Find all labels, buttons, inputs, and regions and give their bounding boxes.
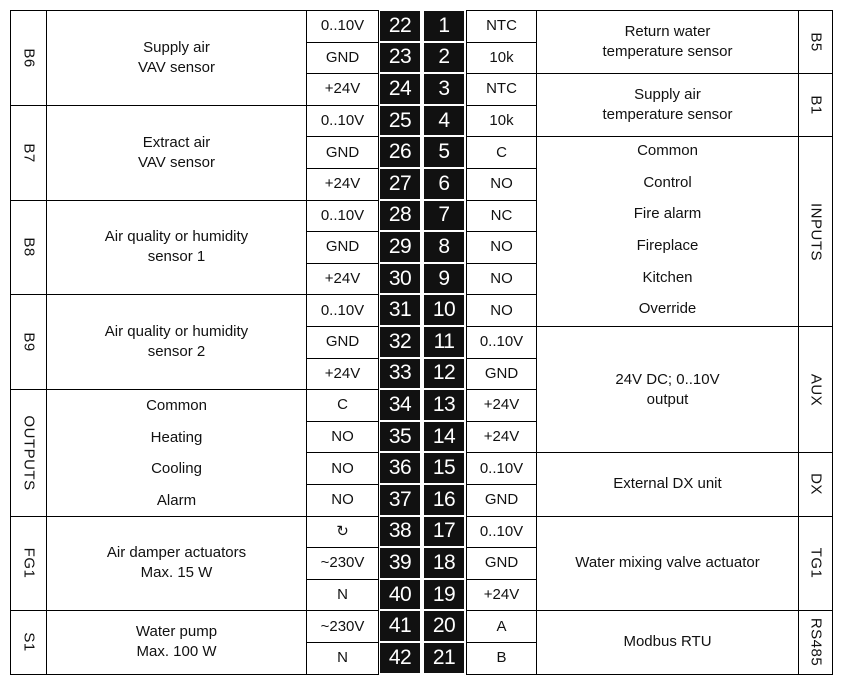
terminal-number: 22 xyxy=(380,10,420,42)
group-sub-item: Fire alarm xyxy=(633,205,702,223)
group-code-label: OUTPUTS xyxy=(20,415,37,491)
terminal-number: 10 xyxy=(424,294,464,326)
terminal-signal: 0..10V xyxy=(306,200,379,233)
group-description-text: Supply air temperature sensor xyxy=(602,86,733,124)
group-description-text: Supply air VAV sensor xyxy=(138,38,215,76)
terminal-signal: NO xyxy=(306,484,379,517)
group-description xyxy=(46,610,307,674)
group-code-label: AUX xyxy=(807,373,824,406)
group-code xyxy=(798,10,833,74)
terminal-number: 25 xyxy=(380,105,420,137)
group-description xyxy=(46,516,307,612)
terminal-signal: NO xyxy=(466,263,537,296)
terminal-number: 39 xyxy=(380,547,420,579)
terminal-signal: NO xyxy=(306,421,379,454)
terminal-number: 40 xyxy=(380,579,420,611)
terminal-number: 5 xyxy=(424,136,464,168)
terminal-number: 1 xyxy=(424,10,464,42)
group-description-text: 24V DC; 0..10V output xyxy=(615,370,720,408)
terminal-signal: GND xyxy=(466,358,537,391)
terminal-number: 41 xyxy=(380,610,420,642)
terminal-signal: +24V xyxy=(466,421,537,454)
group-description-text: Air quality or humidity sensor 2 xyxy=(104,323,249,361)
terminal-signal: NTC xyxy=(466,73,537,106)
terminal-number: 33 xyxy=(380,358,420,390)
terminal-signal: ~230V xyxy=(306,610,379,643)
terminal-number: 38 xyxy=(380,516,420,548)
group-description xyxy=(46,105,307,201)
terminal-signal: C xyxy=(466,136,537,169)
terminal-number: 15 xyxy=(424,452,464,484)
group-code xyxy=(798,326,833,453)
group-description xyxy=(46,389,307,516)
group-sub-item: Heating xyxy=(150,428,203,446)
group-sub-item: Override xyxy=(638,300,697,318)
group-sub-item: Common xyxy=(146,396,207,414)
terminal-number: 7 xyxy=(424,200,464,232)
terminal-signal: 0..10V xyxy=(306,10,379,43)
group-code xyxy=(798,516,833,612)
terminal-signal: 0..10V xyxy=(466,452,537,485)
terminal-signal: GND xyxy=(306,42,379,75)
terminal-signal: 0..10V xyxy=(306,294,379,327)
terminal-number: 19 xyxy=(424,579,464,611)
terminal-signal: NO xyxy=(466,294,537,327)
group-code-label: B7 xyxy=(20,143,37,163)
terminal-signal: A xyxy=(466,610,537,643)
terminal-signal: NO xyxy=(466,168,537,201)
terminal-signal: +24V xyxy=(306,263,379,296)
terminal-number: 4 xyxy=(424,105,464,137)
terminal-signal: +24V xyxy=(306,358,379,391)
terminal-signal: B xyxy=(466,642,537,675)
group-code xyxy=(10,610,47,674)
group-sub-item: Alarm xyxy=(156,491,197,509)
terminal-signal: +24V xyxy=(306,73,379,106)
group-code xyxy=(10,200,47,296)
group-description xyxy=(46,10,307,106)
terminal-number: 23 xyxy=(380,42,420,74)
terminal-number: 31 xyxy=(380,294,420,326)
terminal-number: 13 xyxy=(424,389,464,421)
terminal-signal: 0..10V xyxy=(306,105,379,138)
terminal-number: 27 xyxy=(380,168,420,200)
group-code-label: FG1 xyxy=(20,548,37,579)
terminal-number: 17 xyxy=(424,516,464,548)
group-sub-item: Fireplace xyxy=(636,236,699,254)
group-code-label: B8 xyxy=(20,237,37,258)
terminal-number: 8 xyxy=(424,231,464,263)
terminal-signal: NC xyxy=(466,200,537,233)
terminal-signal: NO xyxy=(466,231,537,264)
group-code xyxy=(10,516,47,612)
group-code xyxy=(10,389,47,516)
group-description xyxy=(536,610,799,674)
group-code-label: S1 xyxy=(20,632,37,653)
group-description-text: Extract air VAV sensor xyxy=(138,133,215,171)
group-code xyxy=(10,10,47,106)
group-description-text: Water pump Max. 100 W xyxy=(135,623,218,661)
group-code-label: B1 xyxy=(807,95,824,115)
terminal-number: 37 xyxy=(380,484,420,516)
terminal-number: 12 xyxy=(424,358,464,390)
group-sub-item: Common xyxy=(637,142,698,160)
terminal-signal: NTC xyxy=(466,10,537,43)
terminal-signal: C xyxy=(306,389,379,422)
group-code xyxy=(798,73,833,137)
terminal-number: 2 xyxy=(424,42,464,74)
terminal-signal: GND xyxy=(306,136,379,169)
terminal-number: 18 xyxy=(424,547,464,579)
group-description-text: Modbus RTU xyxy=(623,633,712,651)
terminal-number: 30 xyxy=(380,263,420,295)
group-description xyxy=(46,200,307,296)
terminal-signal: N xyxy=(306,579,379,612)
terminal-number: 32 xyxy=(380,326,420,358)
group-code xyxy=(798,452,833,516)
terminal-number: 29 xyxy=(380,231,420,263)
group-code xyxy=(798,136,833,327)
group-code xyxy=(798,610,833,674)
terminal-signal: 10k xyxy=(466,42,537,75)
terminal-number: 21 xyxy=(424,642,464,674)
terminal-signal: +24V xyxy=(466,579,537,612)
terminal-number: 9 xyxy=(424,263,464,295)
group-sub-item: Control xyxy=(643,173,692,191)
terminal-number: 20 xyxy=(424,610,464,642)
group-description xyxy=(536,452,799,516)
group-code-label: DX xyxy=(807,473,824,496)
group-description xyxy=(536,326,799,453)
group-description xyxy=(536,73,799,137)
terminal-number: 28 xyxy=(380,200,420,232)
terminal-signal: GND xyxy=(306,326,379,359)
group-description xyxy=(536,136,799,327)
terminal-number: 11 xyxy=(424,326,464,358)
group-code-label: B9 xyxy=(20,332,37,352)
group-description xyxy=(46,294,307,390)
terminal-signal: +24V xyxy=(306,168,379,201)
group-description-text: Air damper actuators Max. 15 W xyxy=(106,544,247,582)
terminal-signal: 0..10V xyxy=(466,326,537,359)
group-code-label: INPUTS xyxy=(807,202,824,261)
terminal-signal: ↻ xyxy=(306,516,379,549)
terminal-number: 26 xyxy=(380,136,420,168)
terminal-number: 35 xyxy=(380,421,420,453)
terminal-signal: +24V xyxy=(466,389,537,422)
group-description-text: Water mixing valve actuator xyxy=(575,554,760,572)
terminal-number: 14 xyxy=(424,421,464,453)
terminal-number: 42 xyxy=(380,642,420,674)
terminal-signal: N xyxy=(306,642,379,675)
group-sub-item: Cooling xyxy=(151,460,202,478)
terminal-signal: 0..10V xyxy=(466,516,537,549)
group-sub-item: Kitchen xyxy=(642,268,693,286)
group-code xyxy=(10,294,47,390)
terminal-signal: GND xyxy=(306,231,379,264)
group-description-text: External DX unit xyxy=(613,475,722,493)
terminal-signal: 10k xyxy=(466,105,537,138)
terminal-number: 36 xyxy=(380,452,420,484)
group-description-text: Air quality or humidity sensor 1 xyxy=(104,228,249,266)
terminal-signal: GND xyxy=(466,484,537,517)
group-description-text: Return water temperature sensor xyxy=(602,23,733,61)
terminal-signal: NO xyxy=(306,452,379,485)
terminal-number: 34 xyxy=(380,389,420,421)
terminal-signal: GND xyxy=(466,547,537,580)
terminal-number: 6 xyxy=(424,168,464,200)
group-code-label: B5 xyxy=(807,32,824,52)
terminal-number: 24 xyxy=(380,73,420,105)
group-description xyxy=(536,10,799,74)
group-code-label: TG1 xyxy=(807,548,824,579)
terminal-number: 3 xyxy=(424,73,464,105)
terminal-number: 16 xyxy=(424,484,464,516)
terminal-signal: ~230V xyxy=(306,547,379,580)
group-code xyxy=(10,105,47,201)
group-code-label: B6 xyxy=(20,48,37,68)
group-description xyxy=(536,516,799,612)
group-code-label: RS485 xyxy=(807,618,824,667)
